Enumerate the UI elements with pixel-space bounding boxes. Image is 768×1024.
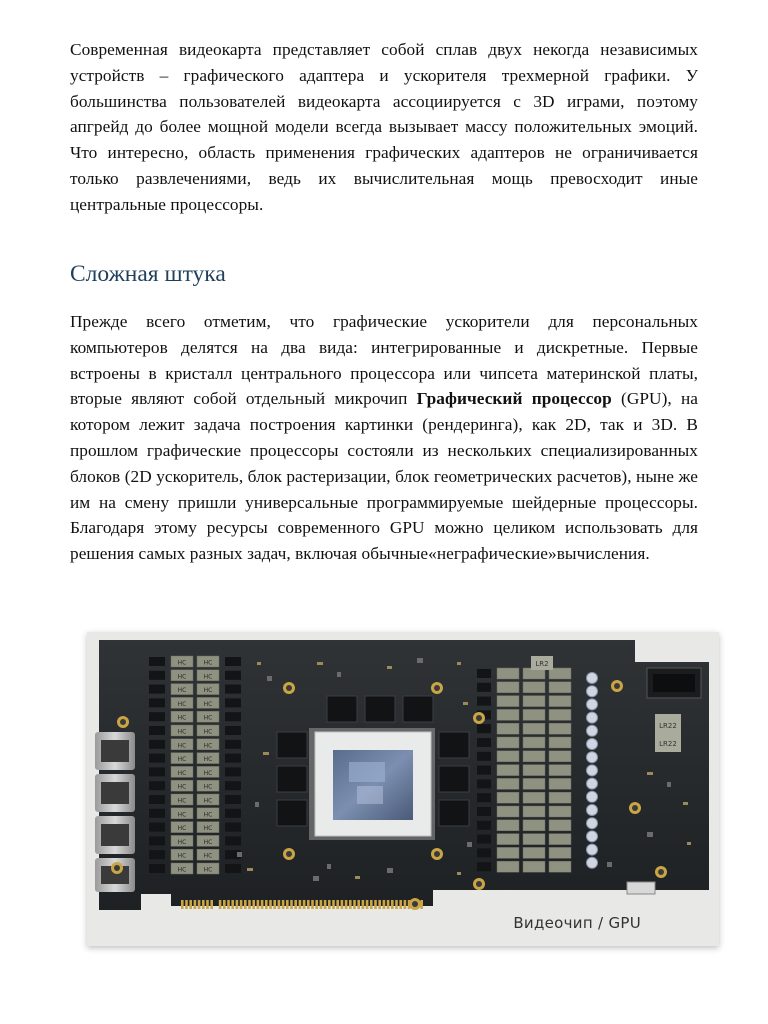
capacitor [587, 805, 598, 816]
gold-finger [265, 900, 268, 909]
capacitor [587, 857, 598, 868]
gold-finger [328, 900, 331, 909]
smd-part [387, 868, 393, 873]
capacitor [587, 712, 598, 723]
mosfet [149, 726, 165, 735]
mosfet [477, 848, 491, 857]
section-heading: Сложная штука [70, 261, 226, 287]
mosfet [149, 781, 165, 790]
smd-part [467, 842, 472, 847]
gold-finger [181, 900, 184, 909]
mosfet [225, 781, 241, 790]
vrm-chip [497, 668, 519, 679]
vrm-chip-label: НС [203, 673, 213, 681]
gold-finger [357, 900, 360, 909]
mosfet [477, 752, 491, 761]
mosfet [477, 793, 491, 802]
gold-finger [252, 900, 255, 909]
vrm-chip [523, 847, 545, 858]
gold-finger [378, 900, 381, 909]
smd-part [457, 662, 461, 665]
vrm-chip-label: НС [177, 769, 187, 777]
vrm-chip [523, 696, 545, 707]
mosfet [149, 795, 165, 804]
capacitor [587, 752, 598, 763]
vrm-chip-label: НС [177, 673, 187, 681]
mosfet [225, 671, 241, 680]
intro-paragraph: Современная видеокарта представляет собой сплав двух некогда независимых устройств – графического адаптера и ускорителя трехмерной графики. У большинства пользователей видеокарта ассоциируется с 3D играми, поэтому апгрейд до более мощной модели всегда вызывает массу положительных эмоций. Что интересно, область применения графических адаптеров не ограничивается только развлечениями, ведь их вычислительная мощь превосходит иные центральные процессоры. [70, 40, 698, 214]
vrm-chip-label: НС [203, 742, 213, 750]
vrm-chip [523, 751, 545, 762]
capacitor [587, 725, 598, 736]
vrm-chip [497, 723, 519, 734]
vrm-chip [549, 834, 571, 845]
mosfet [149, 823, 165, 832]
mosfet [149, 864, 165, 873]
vrm-chip [497, 696, 519, 707]
gold-finger [332, 900, 335, 909]
mosfet [225, 809, 241, 818]
vrm-chip [549, 709, 571, 720]
smd-part [317, 662, 323, 665]
vrm-chip-label: НС [203, 714, 213, 722]
gold-finger [370, 900, 373, 909]
vrm-chip-label: НС [203, 756, 213, 764]
vrm-chip [549, 820, 571, 831]
vrm-chip-label: НС [177, 825, 187, 833]
gold-finger [336, 900, 339, 909]
capacitor [587, 739, 598, 750]
smd-part [237, 852, 242, 857]
mosfet [477, 835, 491, 844]
vrm-chip [523, 806, 545, 817]
vrm-chip [497, 792, 519, 803]
mosfet [225, 864, 241, 873]
vrm-chip [497, 834, 519, 845]
vrm-chip-label: НС [177, 700, 187, 708]
memory-chip [277, 766, 307, 792]
vrm-chip [523, 723, 545, 734]
body-paragraph [70, 309, 698, 567]
mosfet [225, 823, 241, 832]
capacitor [587, 844, 598, 855]
gold-finger [349, 900, 352, 909]
capacitor [587, 673, 598, 684]
vrm-chip-label: НС [203, 797, 213, 805]
vrm-chip-label: НС [203, 866, 213, 874]
inductor-label-2: LR22 [659, 740, 677, 748]
gold-finger [282, 900, 285, 909]
gold-finger [231, 900, 234, 909]
vrm-chip-label: НС [203, 728, 213, 736]
mosfet [477, 697, 491, 706]
gold-finger [395, 900, 398, 909]
smd-part [255, 802, 259, 807]
mosfet [225, 795, 241, 804]
memory-chip [277, 800, 307, 826]
vrm-chip-label: НС [177, 783, 187, 791]
vrm-chip-label: НС [177, 866, 187, 874]
smd-part [687, 842, 691, 845]
gold-finger [383, 900, 386, 909]
memory-chip [327, 696, 357, 722]
vrm-chip [497, 778, 519, 789]
vrm-chip-label: НС [203, 783, 213, 791]
capacitor [587, 831, 598, 842]
mosfet [477, 738, 491, 747]
vrm-chip-label: НС [203, 811, 213, 819]
mosfet [225, 685, 241, 694]
mosfet [149, 836, 165, 845]
mosfet [477, 766, 491, 775]
mosfet [149, 809, 165, 818]
vrm-chip-label: НС [203, 769, 213, 777]
gold-finger [257, 900, 260, 909]
vrm-chip [549, 682, 571, 693]
gold-finger [387, 900, 390, 909]
vrm-chip [549, 765, 571, 776]
gold-finger [261, 900, 264, 909]
vrm-chip-label: НС [203, 659, 213, 667]
gold-finger [194, 900, 197, 909]
vrm-chip-label: НС [177, 714, 187, 722]
vrm-chip [497, 861, 519, 872]
mosfet [149, 754, 165, 763]
vrm-chip [523, 820, 545, 831]
gold-finger [227, 900, 230, 909]
mosfet [225, 712, 241, 721]
gold-finger [202, 900, 205, 909]
mosfet [477, 669, 491, 678]
gold-finger [219, 900, 222, 909]
gold-finger [294, 900, 297, 909]
gold-finger [311, 900, 314, 909]
smd-part [267, 676, 272, 681]
mosfet [225, 767, 241, 776]
vrm-chip-label: НС [177, 742, 187, 750]
vrm-chip [523, 737, 545, 748]
gold-finger [286, 900, 289, 909]
vrm-chip-label: НС [177, 852, 187, 860]
vrm-chip [523, 861, 545, 872]
gold-finger [240, 900, 243, 909]
vrm-chip-label: НС [177, 838, 187, 846]
smd-part [313, 876, 319, 881]
mosfet [225, 698, 241, 707]
mosfet [149, 657, 165, 666]
gold-finger [366, 900, 369, 909]
smd-part [647, 772, 653, 775]
capacitor [587, 765, 598, 776]
gold-finger [244, 900, 247, 909]
capacitor [587, 686, 598, 697]
gold-finger [185, 900, 188, 909]
gold-finger [236, 900, 239, 909]
smd-part [257, 662, 261, 665]
gold-finger [315, 900, 318, 909]
memory-chip [403, 696, 433, 722]
memory-chip [439, 800, 469, 826]
vrm-chip-label: НС [177, 797, 187, 805]
inductor-label-3: LR2 [535, 660, 549, 668]
vrm-chip [549, 696, 571, 707]
vrm-chip [523, 778, 545, 789]
gold-finger [399, 900, 402, 909]
gold-finger [189, 900, 192, 909]
gold-finger [269, 900, 272, 909]
vrm-chip-label: НС [203, 852, 213, 860]
gold-finger [278, 900, 281, 909]
vrm-chip [497, 682, 519, 693]
gpu-board-photo [87, 632, 719, 946]
mosfet [477, 779, 491, 788]
vrm-chip-label: НС [177, 728, 187, 736]
vrm-chip [497, 847, 519, 858]
smd-part [327, 864, 331, 869]
vrm-chip [549, 861, 571, 872]
gold-finger [362, 900, 365, 909]
gpu-die [333, 750, 413, 820]
inductor-label-1: LR22 [659, 722, 677, 730]
mosfet [477, 807, 491, 816]
gold-finger [299, 900, 302, 909]
mosfet [149, 712, 165, 721]
gold-finger [206, 900, 209, 909]
vrm-chip [497, 751, 519, 762]
gold-finger [273, 900, 276, 909]
mosfet [225, 754, 241, 763]
memory-chip [439, 766, 469, 792]
smd-part [457, 872, 461, 875]
smd-part [387, 666, 392, 669]
capacitor [587, 818, 598, 829]
mosfet [225, 740, 241, 749]
figure-caption: Видеочип / GPU [513, 914, 641, 932]
smd-part [667, 782, 671, 787]
mosfet [225, 657, 241, 666]
vrm-chip-label: НС [177, 756, 187, 764]
smd-part [683, 802, 688, 805]
gold-finger [324, 900, 327, 909]
vrm-chip [549, 778, 571, 789]
gpu-board-figure [87, 632, 719, 946]
smd-part [337, 672, 341, 677]
vrm-chip-label: НС [177, 687, 187, 695]
smd-part [417, 658, 423, 663]
smd-part [647, 832, 653, 837]
vrm-chip [497, 765, 519, 776]
vrm-chip [523, 682, 545, 693]
gold-finger [341, 900, 344, 909]
mosfet [149, 685, 165, 694]
vrm-chip [523, 834, 545, 845]
smd-part [355, 876, 360, 879]
mosfet [149, 740, 165, 749]
memory-chip [277, 732, 307, 758]
vrm-chip-label: НС [203, 825, 213, 833]
gold-finger [374, 900, 377, 909]
gold-finger [404, 900, 407, 909]
smd-part [247, 868, 253, 871]
mosfet [477, 862, 491, 871]
memory-chip [365, 696, 395, 722]
gold-finger [248, 900, 251, 909]
capacitor-column [587, 673, 598, 869]
vrm-chip [549, 847, 571, 858]
gold-finger [303, 900, 306, 909]
mosfet [149, 767, 165, 776]
gold-finger [345, 900, 348, 909]
mosfet [149, 850, 165, 859]
capacitor [587, 778, 598, 789]
mosfet [225, 836, 241, 845]
vrm-chip [523, 709, 545, 720]
vrm-chip-label: НС [177, 659, 187, 667]
vrm-chip [549, 806, 571, 817]
mosfet [225, 726, 241, 735]
vrm-chip-label: НС [203, 838, 213, 846]
vrm-chip [523, 765, 545, 776]
mosfet [149, 671, 165, 680]
gold-finger [210, 900, 213, 909]
body-paragraph-part-1: Прежде всего отметим, что графические ускорители для персональных компьютеров делятся на два вида: интегрированные и дискретные. Первые встроены в кристалл центрального процессора или чипсета материнской платы, вторые являют собой отдельный микрочип [70, 312, 698, 409]
mosfet [477, 821, 491, 830]
memory-chip [439, 732, 469, 758]
smd-part [263, 752, 269, 755]
vrm-chip [497, 709, 519, 720]
gpu-term-bold: Графический процессор [416, 389, 612, 409]
mosfet [149, 698, 165, 707]
vrm-chip [549, 737, 571, 748]
gold-finger [307, 900, 310, 909]
capacitor [587, 791, 598, 802]
capacitor [587, 699, 598, 710]
vrm-chip-label: НС [203, 687, 213, 695]
gold-finger [290, 900, 293, 909]
vrm-chip [497, 737, 519, 748]
gold-finger [223, 900, 226, 909]
vrm-chip [549, 751, 571, 762]
mosfet [477, 683, 491, 692]
mosfet [477, 724, 491, 733]
vrm-chip [549, 792, 571, 803]
smd-part [463, 702, 468, 705]
vrm-chip-label: НС [177, 811, 187, 819]
vrm-chip [523, 792, 545, 803]
gold-finger [391, 900, 394, 909]
vrm-chip-label: НС [203, 700, 213, 708]
rgb-header [627, 882, 655, 894]
body-paragraph-part-2: (GPU), на котором лежит задача построения картинки (рендеринга), как 2D, так и 3D. В прошлом графические процессоры состояли из нескольких специализированных блоков (2D ускоритель, блок растеризации, блок геометрических расчетов), ныне же им на смену пришли универсальные программируемые шейдерные процессоры. Благодаря этому ресурсы современного GPU можно целиком использовать для решения самых разных задач, включая обычные«неграфические»вычисления. [70, 389, 699, 564]
gold-finger [353, 900, 356, 909]
vrm-chip [497, 806, 519, 817]
vrm-chip [497, 820, 519, 831]
gold-finger [320, 900, 323, 909]
gold-finger [198, 900, 201, 909]
smd-part [607, 862, 612, 867]
vrm-chip [549, 723, 571, 734]
